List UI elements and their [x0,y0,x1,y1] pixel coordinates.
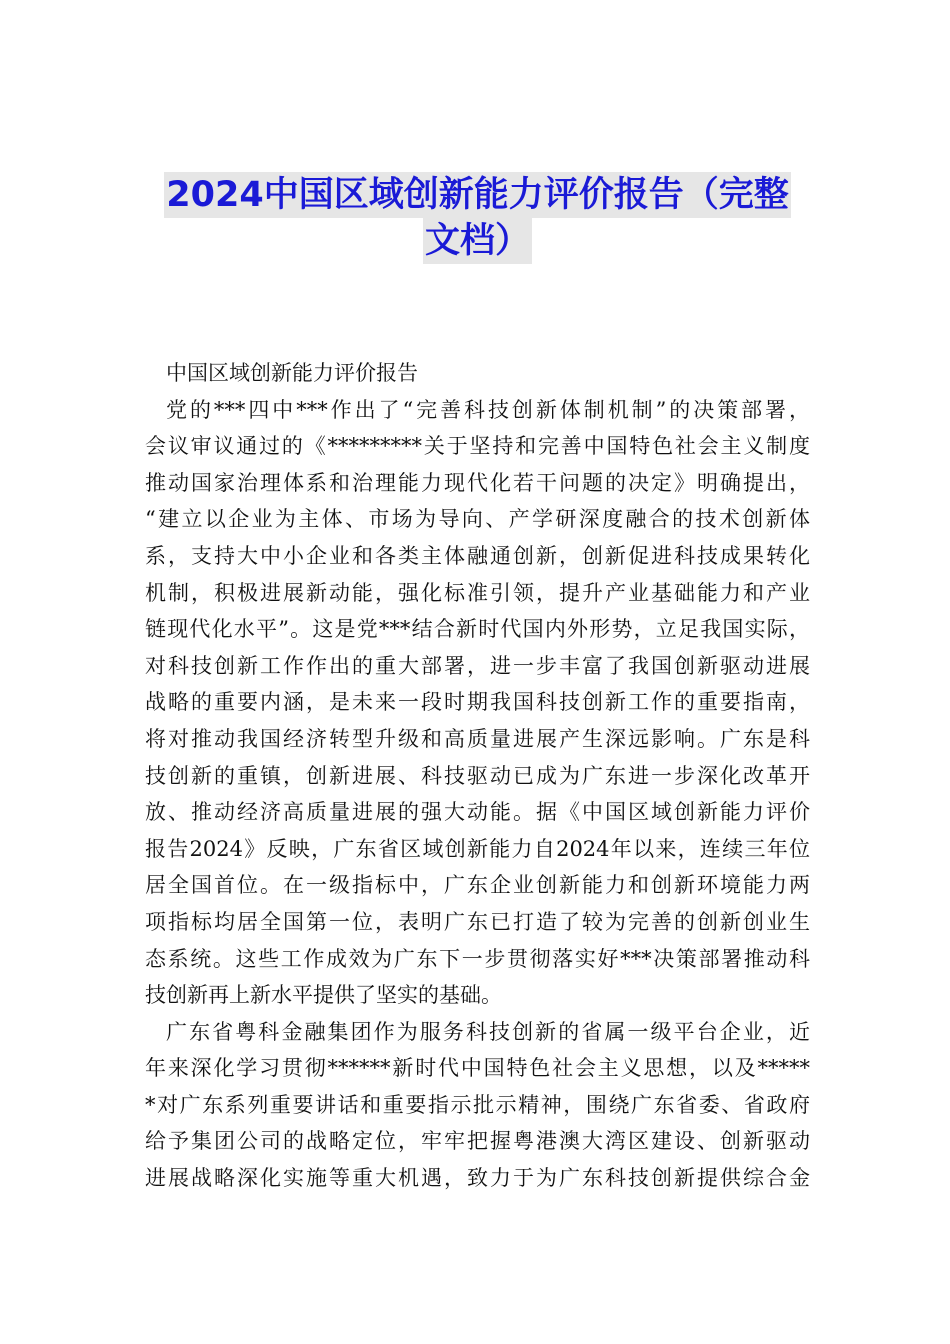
title-line-1: 2024中国区域创新能力评价报告（完整 [164,172,790,218]
text-line: 年来深化学习贯彻******新时代中国特色社会主义思想，以及***** [145,1056,810,1081]
subtitle: 中国区域创新能力评价报告 [166,361,418,385]
text-line: 将对推动我国经济转型升级和高质量进展产生深远影响。广东是科 [145,726,810,751]
text-line: 推动国家治理体系和治理能力现代化若干问题的决定》明确提出， [145,470,810,495]
text-line: 技创新的重镇，创新进展、科技驱动已成为广东进一步深化改革开 [145,763,810,788]
text-line: 技创新再上新水平提供了坚实的基础。 [145,983,502,1008]
text-line: 放、推动经济高质量进展的强大动能。据《中国区域创新能力评价 [145,800,810,825]
text-line: 会议审议通过的《*********关于坚持和完善中国特色社会主义制度 [145,434,810,459]
document-body [145,355,810,1197]
text-line: *对广东系列重要讲话和重要指示批示精神，围绕广东省委、省政府 [145,1092,810,1117]
text-line: “建立以企业为主体、市场为导向、产学研深度融合的技术创新体 [145,507,810,532]
text-line: 居全国首位。在一级指标中，广东企业创新能力和创新环境能力两 [145,873,810,898]
text-line: 广东省粤科金融集团作为服务科技创新的省属一级平台企业，近 [166,1019,810,1044]
title-line-2: 文档） [423,218,532,264]
text-line: 链现代化水平”。这是党***结合新时代国内外形势，立足我国实际， [145,617,810,642]
text-line: 态系统。这些工作成效为广东下一步贯彻落实好***决策部署推动科 [145,946,810,971]
text-line: 报告2024》反映，广东省区域创新能力自2024年以来，连续三年位 [145,836,810,861]
text-line: 项指标均居全国第一位，表明广东已打造了较为完善的创新创业生 [145,909,810,934]
text-line: 机制，积极进展新动能，强化标准引领，提升产业基础能力和产业 [145,580,810,605]
document-title [145,172,810,264]
paragraph-1 [145,392,810,1014]
text-line: 战略的重要内涵，是未来一段时期我国科技创新工作的重要指南， [145,690,810,715]
text-line: 系，支持大中小企业和各类主体融通创新，创新促进科技成果转化 [145,543,810,568]
text-line: 进展战略深化实施等重大机遇，致力于为广东科技创新提供综合金 [145,1166,810,1191]
text-line: 对科技创新工作作出的重大部署，进一步丰富了我国创新驱动进展 [145,653,810,678]
text-line: 党的***四中***作出了“完善科技创新体制机制”的决策部署， [166,397,810,422]
text-line: 给予集团公司的战略定位，牢牢把握粤港澳大湾区建设、创新驱动 [145,1129,810,1154]
paragraph-2 [145,1014,810,1197]
